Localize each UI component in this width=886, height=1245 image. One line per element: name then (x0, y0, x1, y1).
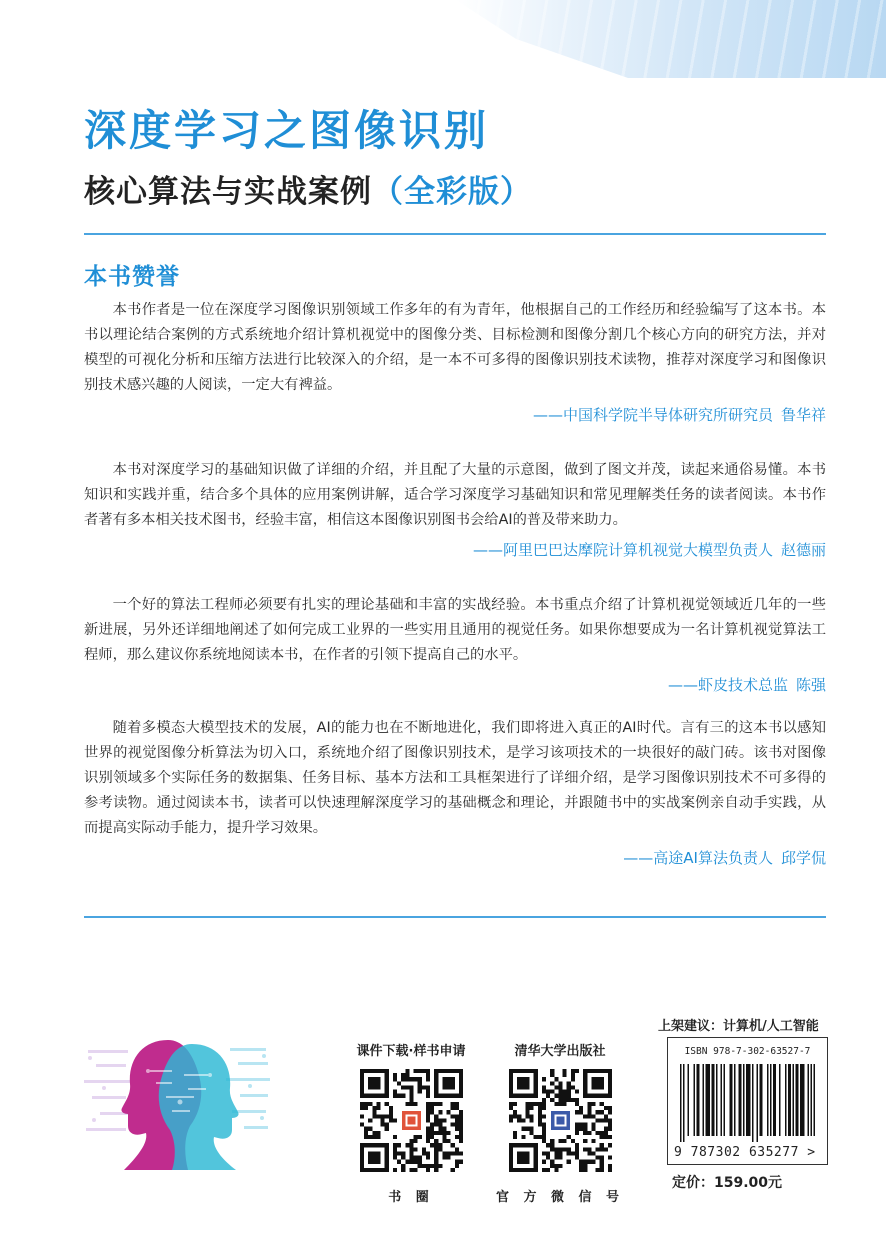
barcode-bars (678, 1064, 819, 1142)
qr-caption-top: 课件下载·样书申请 (356, 1044, 466, 1059)
review-3 (84, 593, 826, 695)
bottom-divider (84, 916, 826, 918)
subtitle-edition: （全彩版） (372, 174, 532, 210)
reviewer-role: ——虾皮技术总监 (667, 676, 788, 694)
review-2 (84, 458, 826, 560)
reviewer-role: ——中国科学院半导体研究所研究员 (532, 406, 773, 424)
book-subtitle (84, 166, 532, 211)
review-1 (84, 298, 826, 425)
corner-decoration (456, 0, 886, 78)
qr-code[interactable] (360, 1069, 463, 1172)
reviewer-role: ——高途AI算法负责人 (623, 849, 773, 867)
isbn-barcode (667, 1037, 828, 1165)
qr-caption-bottom: 官 方 微 信 号 (495, 1190, 625, 1205)
ai-head-illustration (80, 1030, 280, 1180)
reviewer-name: 邱学侃 (780, 849, 826, 867)
review-attribution (84, 539, 826, 560)
qr-code[interactable] (509, 1069, 612, 1172)
qr-block-publisher (495, 1040, 625, 1205)
book-title: 深度学习之图像识别 (84, 106, 490, 155)
shelf-suggestion: 上架建议：计算机/人工智能 (658, 1019, 819, 1034)
review-attribution (84, 674, 826, 695)
review-text: 本书对深度学习的基础知识做了详细的介绍，并且配了大量的示意图，做到了图文并茂，读起来通俗易懂。本书知识和实践并重，结合多个具体的应用案例讲解，适合学习深度学习基础知识和常见理解类任务的读者阅读。本书作者著有多本相关技术图书，经验丰富，相信这本图像识别图书会给AI的普及带来助力。 (84, 462, 826, 528)
review-attribution (84, 847, 826, 868)
review-text: 随着多模态大模型技术的发展，AI的能力也在不断地进化，我们即将进入真正的AI时代。言有三的这本书以感知世界的视觉图像分析算法为切入口，系统地介绍了图像识别技术，是学习该项技术的一块很好的敲门砖。该书对图像识别领域多个实际任务的数据集、任务目标、基本方法和工具框架进行了详细介绍，是学习图像识别技术不可多得的参考读物。通过阅读本书，读者可以快速理解深度学习的基础概念和理论，并跟随书中的实战案例亲自动手实践，从而提高实际动手能力，提升学习效果。 (84, 720, 826, 836)
reviewer-name: 陈强 (795, 676, 826, 694)
review-text: 一个好的算法工程师必须要有扎实的理论基础和丰富的实战经验。本书重点介绍了计算机视觉领域近几年的一些新进展，另外还详细地阐述了如何完成工业界的一些实用且通用的视觉任务。如果你想要成为一名计算机视觉算法工程师，那么建议你系统地阅读本书，在作者的引领下提高自己的水平。 (84, 597, 826, 663)
isbn-text: ISBN 978-7-302-63527-7 (684, 1046, 811, 1057)
subtitle-main: 核心算法与实战案例 (84, 174, 372, 210)
barcode-digits: 9 787302 635277 > (674, 1145, 816, 1160)
qr-caption-top: 清华大学出版社 (514, 1044, 606, 1059)
qr-caption-bottom: 书 圈 (388, 1190, 434, 1205)
review-attribution (84, 404, 826, 425)
praise-heading: 本书赞誉 (84, 264, 180, 290)
qr-block-bookcircle (346, 1040, 476, 1205)
top-divider (84, 233, 826, 235)
reviewer-name: 鲁华祥 (780, 406, 826, 424)
reviewer-role: ——阿里巴巴达摩院计算机视觉大模型负责人 (472, 541, 773, 559)
price: 定价：159.00元 (672, 1175, 783, 1191)
review-text: 本书作者是一位在深度学习图像识别领域工作多年的有为青年，他根据自己的工作经历和经验编写了这本书。本书以理论结合案例的方式系统地介绍计算机视觉中的图像分类、目标检测和图像分割几个核心方向的研究方法，并对模型的可视化分析和压缩方法进行比较深入的介绍，是一本不可多得的图像识别技术读物，推荐对深度学习和图像识别技术感兴趣的人阅读，一定大有裨益。 (84, 302, 826, 393)
review-4 (84, 716, 826, 868)
reviewer-name: 赵德丽 (780, 541, 826, 559)
